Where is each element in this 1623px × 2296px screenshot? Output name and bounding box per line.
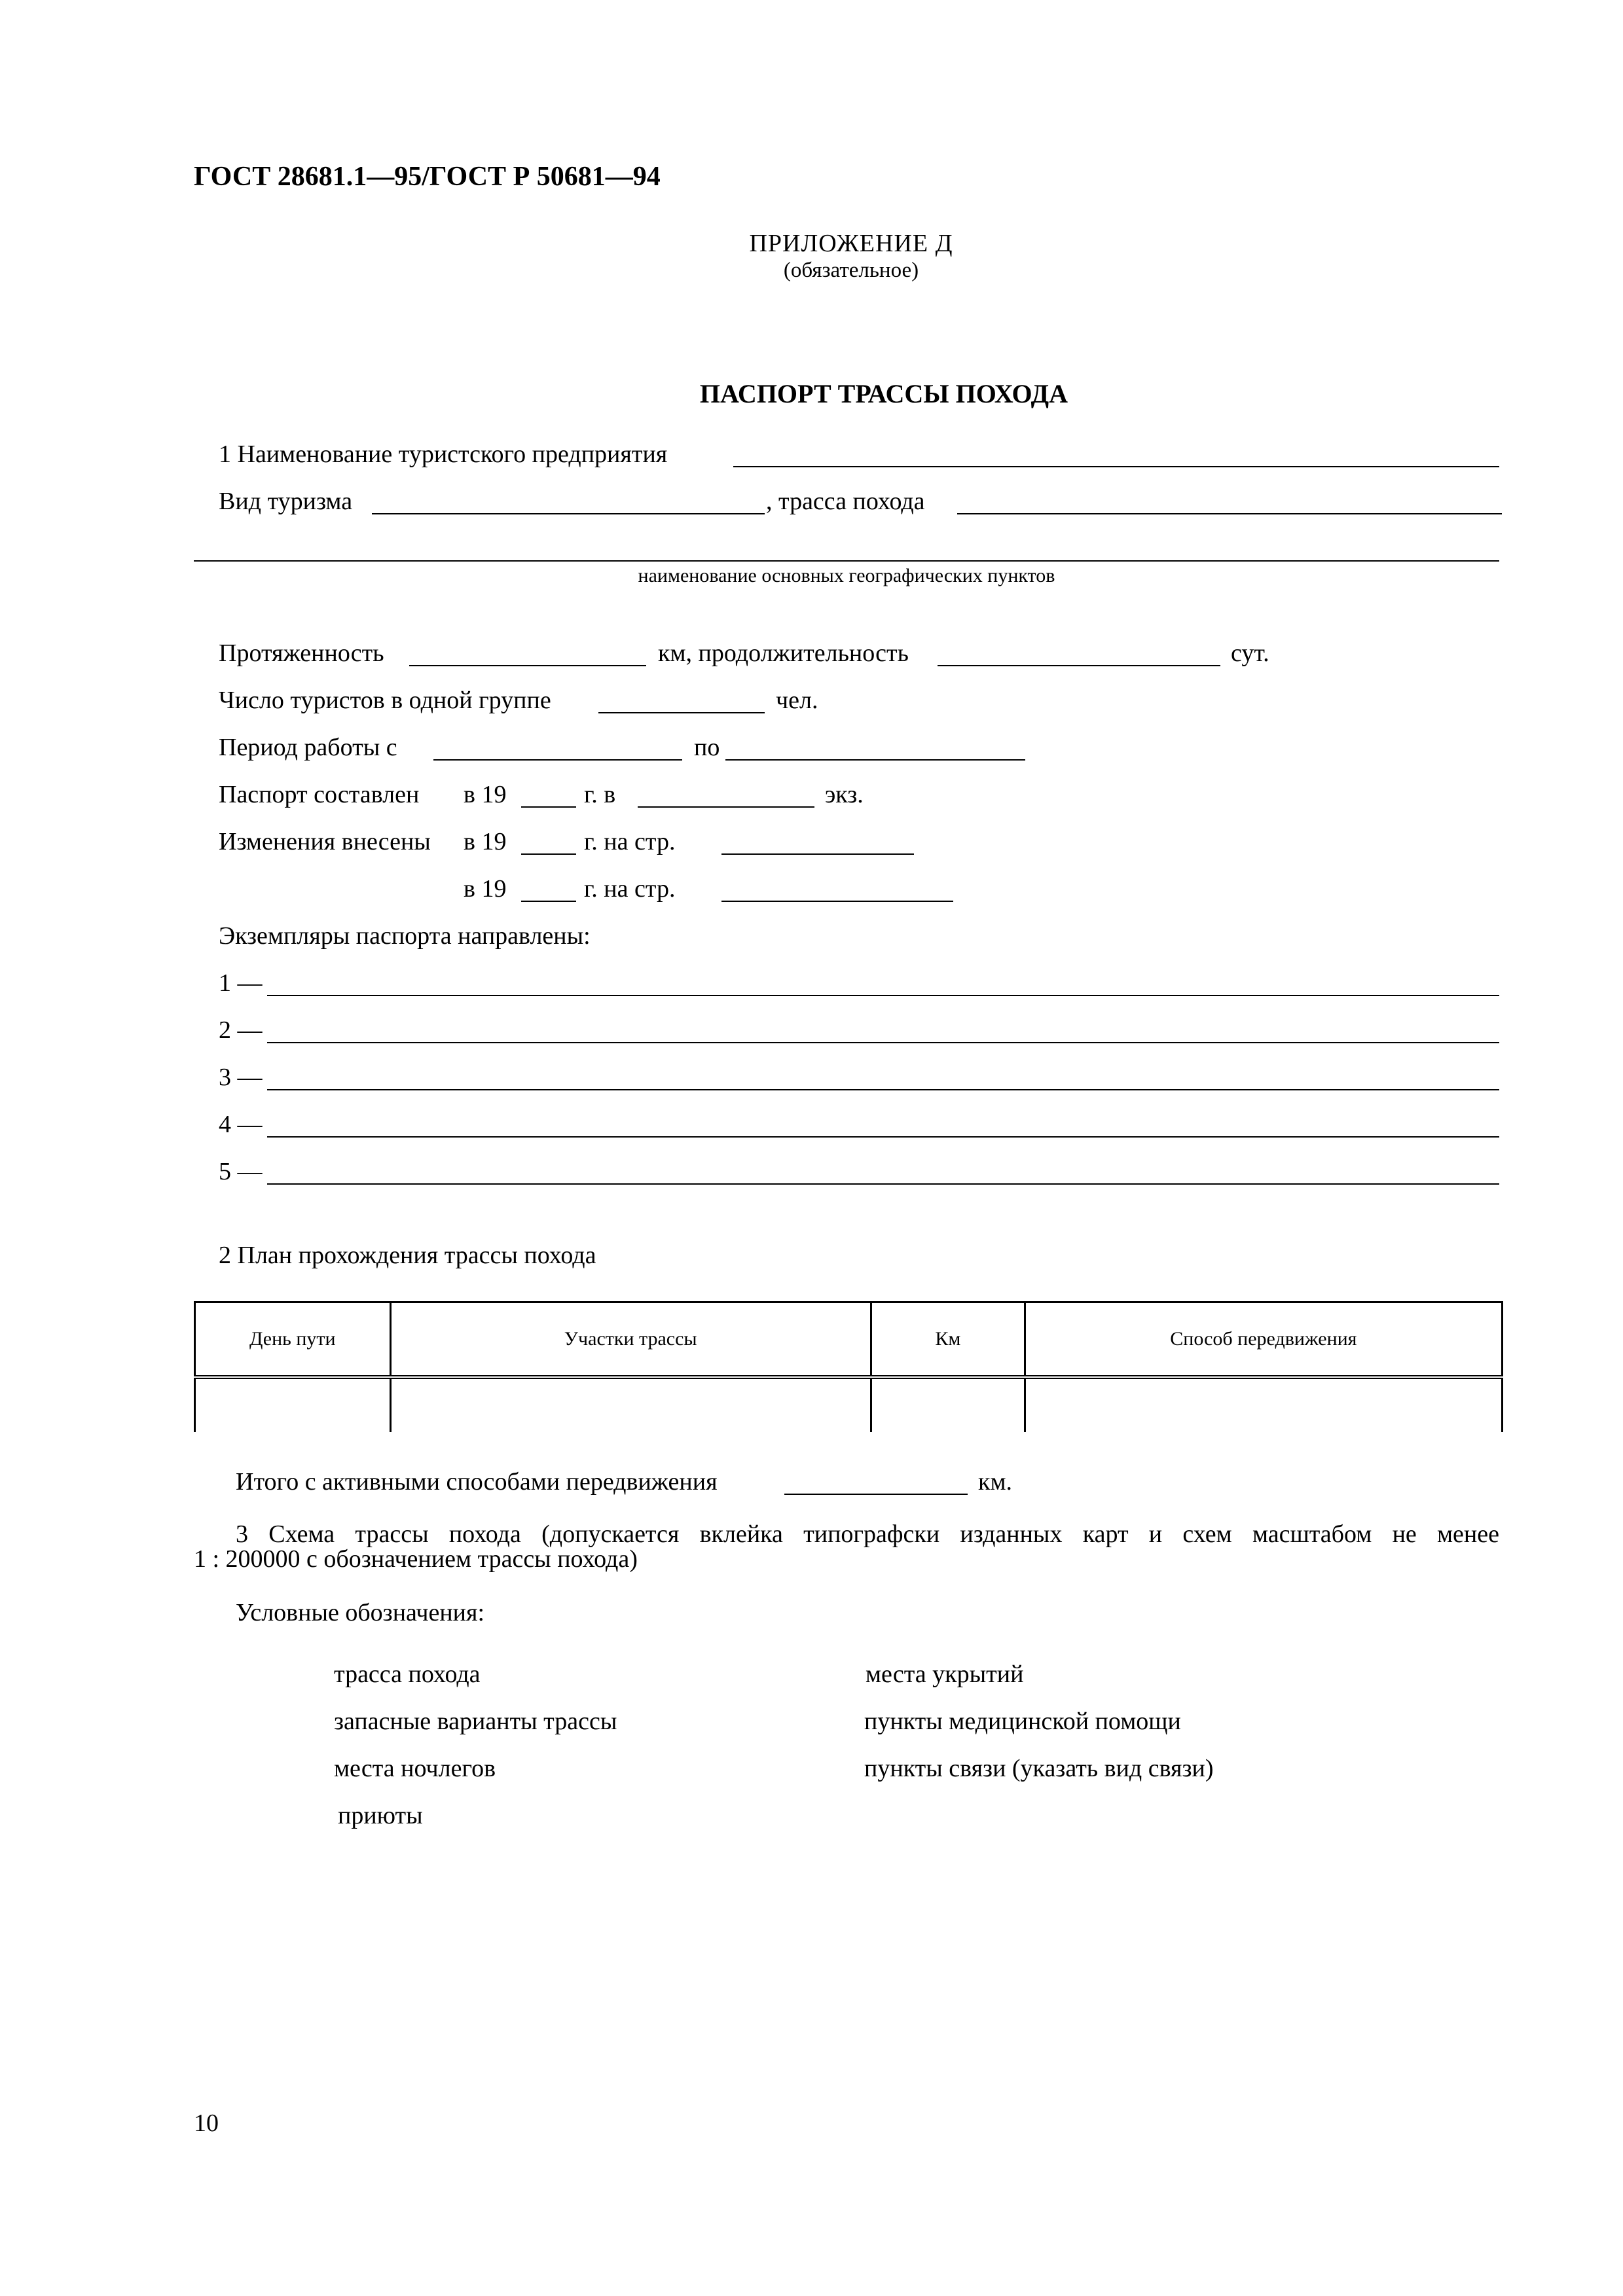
recipient-number: 5 — bbox=[219, 1158, 263, 1185]
changes2-page-field[interactable] bbox=[721, 901, 953, 902]
total-field[interactable] bbox=[784, 1494, 968, 1495]
duration-field[interactable] bbox=[938, 665, 1220, 666]
compiled-year-prefix: в 19 bbox=[464, 781, 507, 808]
length-field[interactable] bbox=[409, 665, 646, 666]
changes2-year-field[interactable] bbox=[521, 901, 576, 902]
persons-label: чел. bbox=[776, 687, 818, 714]
km-duration-label: км, продолжительность bbox=[658, 639, 909, 667]
period-to-label: по bbox=[694, 734, 720, 761]
compiled-label: Паспорт составлен bbox=[219, 781, 420, 808]
recipient-field[interactable] bbox=[267, 1042, 1499, 1043]
period-from-field[interactable] bbox=[433, 759, 682, 761]
org-name-field[interactable] bbox=[733, 466, 1499, 467]
legend-item: приюты bbox=[338, 1802, 423, 1829]
copies-sent-label: Экземпляры паспорта направлены: bbox=[219, 922, 591, 950]
route-label: , трасса похода bbox=[766, 488, 925, 515]
period-label: Период работы с bbox=[219, 734, 397, 761]
table-cell[interactable] bbox=[195, 1377, 391, 1432]
table-cell[interactable] bbox=[871, 1377, 1025, 1432]
group-size-label: Число туристов в одной группе bbox=[219, 687, 551, 714]
legend-item: пункты связи (указать вид связи) bbox=[864, 1755, 1214, 1782]
length-label: Протяженность bbox=[219, 639, 384, 667]
days-label: сут. bbox=[1231, 639, 1269, 667]
legend-item: места ночлегов bbox=[334, 1755, 496, 1782]
copies-field[interactable] bbox=[638, 806, 814, 808]
column-header-sections: Участки трассы bbox=[390, 1302, 871, 1377]
changes-year-prefix: в 19 bbox=[464, 828, 507, 855]
changes-page-field[interactable] bbox=[721, 853, 914, 855]
section3-text-line2: 1 : 200000 с обозначением трассы похода) bbox=[194, 1545, 638, 1573]
geo-points-caption: наименование основных географических пунктов bbox=[638, 565, 1055, 586]
section2-title: 2 План прохождения трассы похода bbox=[219, 1242, 596, 1269]
appendix-note: (обязательное) bbox=[783, 259, 919, 282]
period-to-field[interactable] bbox=[725, 759, 1025, 761]
section3-text-line1: 3 Схема трассы похода (допускается вклейка типографски изданных карт и схем масштабом не менее bbox=[236, 1520, 1499, 1548]
page-number: 10 bbox=[194, 2109, 219, 2137]
route-field[interactable] bbox=[957, 513, 1502, 514]
column-header-km: Км bbox=[871, 1302, 1025, 1377]
group-size-field[interactable] bbox=[598, 712, 765, 713]
legend-item: места укрытий bbox=[866, 1660, 1024, 1688]
document-title: ПАСПОРТ ТРАССЫ ПОХОДА bbox=[699, 379, 1068, 408]
changes-label: Изменения внесены bbox=[219, 828, 431, 855]
column-header-day: День пути bbox=[195, 1302, 391, 1377]
changes2-year-prefix: в 19 bbox=[464, 875, 507, 903]
recipient-number: 3 — bbox=[219, 1064, 263, 1091]
legend-item: запасные варианты трассы bbox=[334, 1708, 617, 1735]
legend-title: Условные обозначения: bbox=[236, 1599, 485, 1626]
table-row bbox=[195, 1377, 1503, 1432]
table-header-row bbox=[195, 1302, 1503, 1377]
recipient-number: 4 — bbox=[219, 1111, 263, 1138]
table-cell[interactable] bbox=[390, 1377, 871, 1432]
route-plan-table bbox=[194, 1301, 1503, 1432]
changes2-page-label: г. на стр. bbox=[584, 875, 676, 903]
legend-item: пункты медицинской помощи bbox=[864, 1708, 1181, 1735]
recipient-number: 2 — bbox=[219, 1016, 263, 1044]
recipient-field[interactable] bbox=[267, 1136, 1499, 1138]
geo-points-field[interactable] bbox=[194, 560, 1499, 562]
tourism-type-field[interactable] bbox=[372, 513, 765, 514]
org-name-label: 1 Наименование туристского предприятия bbox=[219, 440, 668, 468]
total-unit: км. bbox=[978, 1468, 1013, 1496]
table-cell[interactable] bbox=[1025, 1377, 1502, 1432]
recipient-field[interactable] bbox=[267, 995, 1499, 996]
recipient-number: 1 — bbox=[219, 969, 263, 997]
changes-year-field[interactable] bbox=[521, 853, 576, 855]
tourism-type-label: Вид туризма bbox=[219, 488, 353, 515]
total-label: Итого с активными способами передвижения bbox=[236, 1468, 718, 1496]
standard-header: ГОСТ 28681.1—95/ГОСТ Р 50681—94 bbox=[194, 162, 661, 192]
recipient-field[interactable] bbox=[267, 1089, 1499, 1090]
legend-item: трасса похода bbox=[334, 1660, 481, 1688]
changes-page-label: г. на стр. bbox=[584, 828, 676, 855]
copies-label: экз. bbox=[825, 781, 864, 808]
compiled-year-field[interactable] bbox=[521, 806, 576, 808]
compiled-year-suffix: г. в bbox=[584, 781, 616, 808]
appendix-title: ПРИЛОЖЕНИЕ Д bbox=[749, 230, 953, 257]
column-header-transport: Способ передвижения bbox=[1025, 1302, 1502, 1377]
recipient-field[interactable] bbox=[267, 1183, 1499, 1185]
